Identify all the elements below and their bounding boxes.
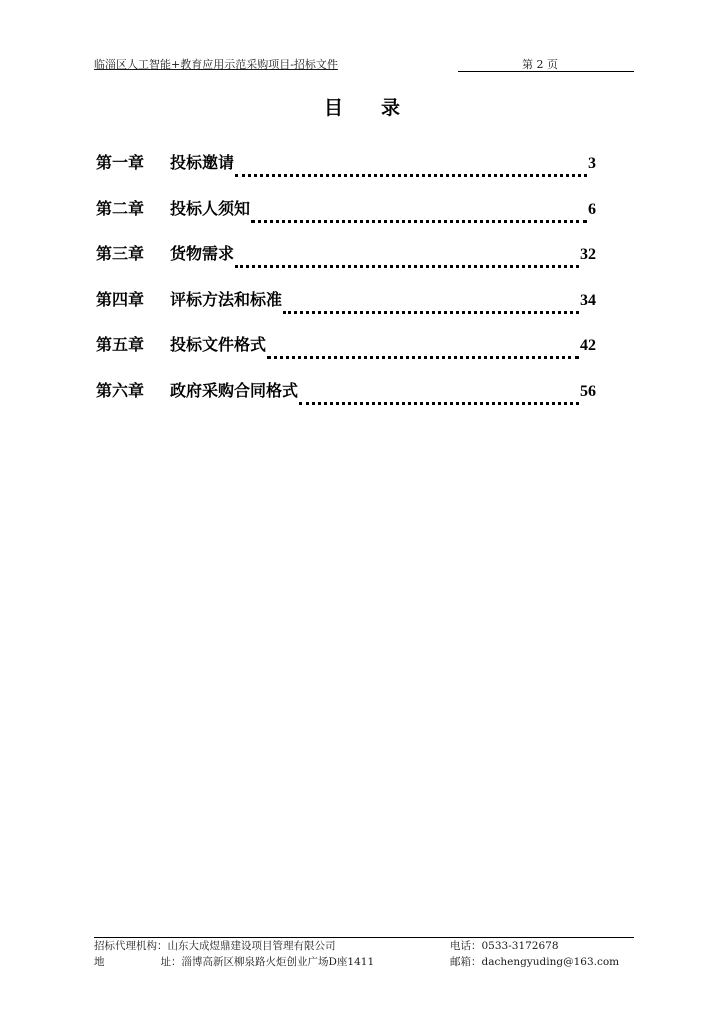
page-header <box>94 58 634 72</box>
toc-leader <box>267 356 579 359</box>
toc-entry[interactable] <box>96 150 596 196</box>
toc-leader <box>235 174 587 177</box>
toc-chapter-name: 投标邀请 <box>170 153 235 172</box>
toc-entry[interactable] <box>96 332 596 378</box>
toc-page: 6 <box>588 200 596 218</box>
toc-entry[interactable] <box>96 241 596 287</box>
page-number-box <box>458 58 634 72</box>
toc-chapter: 第六章 <box>96 380 145 400</box>
toc-heading: 目录 <box>323 97 438 119</box>
toc-chapter: 第一章 <box>96 153 145 172</box>
toc-chapter: 第五章 <box>96 335 145 354</box>
toc-chapter: 第四章 <box>96 289 145 309</box>
toc-chapter: 第二章 <box>96 198 145 218</box>
toc-page: 42 <box>580 337 596 354</box>
table-of-contents <box>96 150 596 423</box>
footer-agency: 招标代理机构：山东大成煜鼎建设项目管理有限公司 <box>94 940 336 952</box>
toc-page: 3 <box>588 155 596 172</box>
toc-entry[interactable] <box>96 287 596 333</box>
toc-chapter-name: 投标人须知 <box>170 198 251 218</box>
page-number: 第 2 页 <box>522 58 558 71</box>
document-title: 临淄区人工智能+教育应用示范采购项目-招标文件 <box>94 58 338 71</box>
toc-chapter: 第三章 <box>96 244 145 263</box>
footer-phone: 电话：0533-3172678 <box>450 940 559 952</box>
footer-address-text: 址：淄博高新区柳泉路火炬创业广场D座1411 <box>160 956 375 968</box>
toc-entry[interactable] <box>96 196 596 242</box>
footer-email: 邮箱：dachengyuding@163.com <box>450 956 620 968</box>
toc-page: 32 <box>580 246 596 263</box>
footer-address <box>94 954 374 970</box>
toc-leader <box>251 220 587 223</box>
toc-entry[interactable] <box>96 378 596 424</box>
footer-line-agency <box>94 938 634 954</box>
toc-chapter-name: 政府采购合同格式 <box>170 380 299 400</box>
toc-leader <box>235 265 579 268</box>
toc-chapter-name: 投标文件格式 <box>170 335 267 354</box>
toc-page: 56 <box>580 382 596 400</box>
toc-chapter-name: 评标方法和标准 <box>170 289 283 309</box>
footer-line-address <box>94 954 634 970</box>
toc-leader <box>283 311 579 314</box>
toc-page: 34 <box>580 291 596 309</box>
toc-chapter-name: 货物需求 <box>170 244 235 263</box>
footer-address-label: 地 <box>94 956 105 968</box>
page-footer <box>94 937 634 970</box>
toc-leader <box>299 402 579 405</box>
